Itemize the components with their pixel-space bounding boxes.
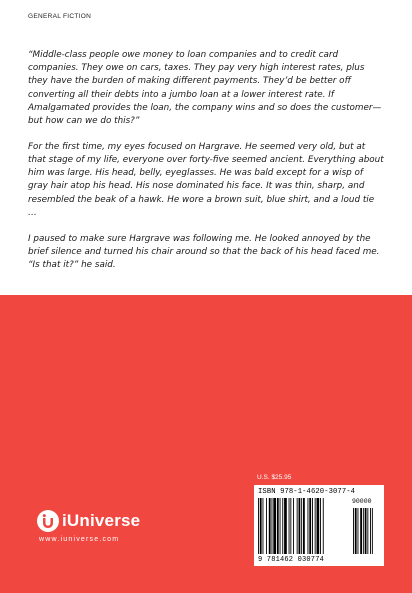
- price-label: U.S. $25.95: [257, 474, 292, 481]
- addon-code: 90000: [352, 498, 372, 505]
- blurb-paragraph-1: “Middle-class people owe money to loan companies and to credit card companies. They owe on cars, taxes. They pay very high interest rates, plus they have the burden of making different payments. They’d be better off converting all their debts into a jumbo loan at a lower interest rate. If Amalgamated provides the loan, the company wins and so does the customer—but how can we do this?”: [28, 50, 382, 127]
- barcode-icon: [258, 498, 380, 556]
- publisher-name: iUniverse: [62, 511, 141, 530]
- barcode-digits: 9 781462 030774: [258, 556, 325, 564]
- blurb-panel: [0, 0, 412, 295]
- genre-label: GENERAL FICTION: [28, 13, 92, 20]
- isbn-text: ISBN 978-1-4620-3077-4: [258, 488, 356, 496]
- blurb-text: [28, 49, 384, 285]
- publisher-url: www.iuniverse.com: [39, 536, 120, 543]
- blurb-paragraph-2: For the first time, my eyes focused on Hargrave. He seemed very old, but at that stage of my life, everyone over forty-five seemed ancient. Everything about him was large. His head, belly, eyeglasses. He was bald except for a wisp of gray hair atop his head. His nose dominated his face. It was thin, sharp, and resembled the beak of a hawk. He wore a brown suit, blue shirt, and a loud tie …: [28, 141, 384, 218]
- isbn-barcode: [254, 485, 384, 566]
- iuniverse-logo-icon: [36, 509, 60, 533]
- blurb-paragraph-3: I paused to make sure Hargrave was following me. He looked annoyed by the brief silence and turned his chair around so that the back of his head faced me. “Is that it?” he said.: [28, 233, 380, 271]
- publisher-logo: [36, 505, 176, 550]
